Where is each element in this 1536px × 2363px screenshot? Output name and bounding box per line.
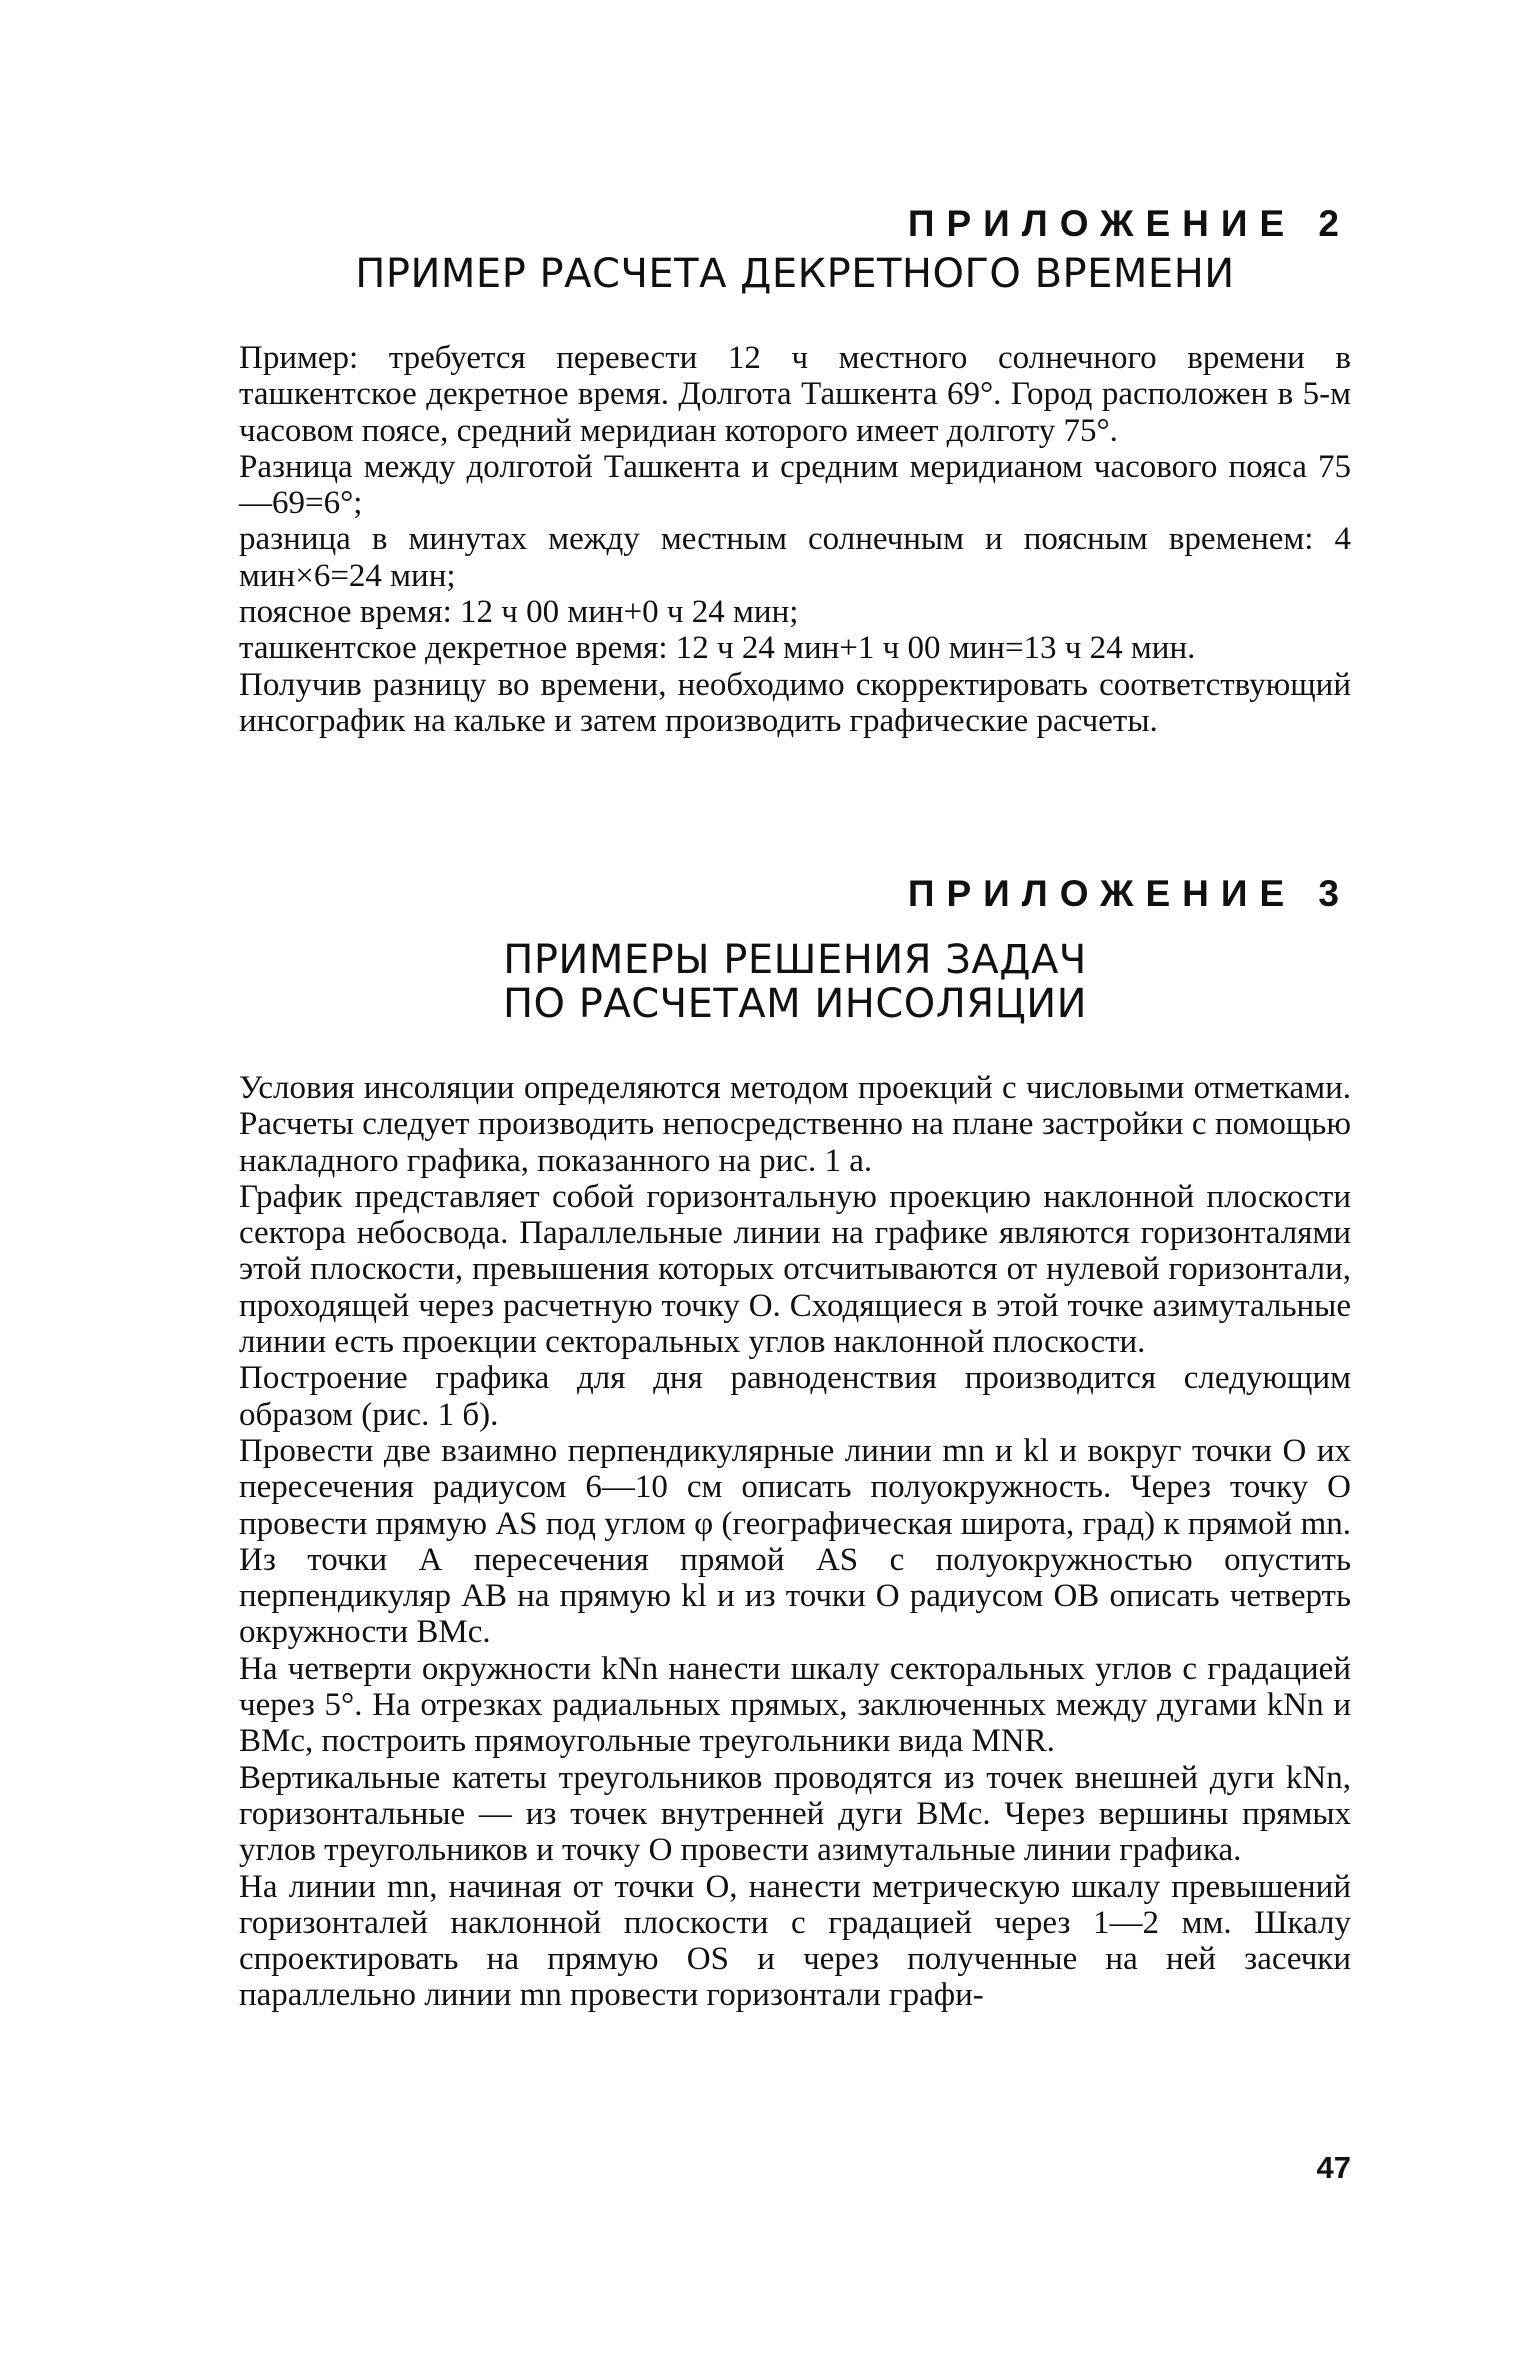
appendix-3-label: ПРИЛОЖЕНИЕ 3: [907, 873, 1351, 914]
paragraph: поясное время: 12 ч 00 мин+0 ч 24 мин;: [239, 594, 799, 631]
paragraph: Построение графика для дня равноденствия производится следующим образом (рис. 1 б).: [239, 1360, 1351, 1433]
paragraph: Получив разницу во времени, необходимо скорректировать соответствующий инсографик на кальке и затем производить графические расчеты.: [239, 666, 1351, 739]
appendix-2-title: ПРИМЕР РАСЧЕТА ДЕКРЕТНОГО ВРЕМЕНИ: [355, 251, 1235, 297]
appendix-2-body: [239, 340, 1351, 739]
appendix-3-title-line-2: ПО РАСЧЕТАМ ИНСОЛЯЦИИ: [502, 981, 1088, 1027]
paragraph: Вертикальные катеты треугольников проводятся из точек внешней дуги kNn, горизонтальные — из точек внутренней дуги ВМс. Через вершины прямых углов треугольников и точку О провести азимутальные линии графика.: [239, 1759, 1351, 1869]
paragraph: Провести две взаимно перпендикулярные линии mn и kl и вокруг точки О их пересечения радиусом 6—10 см описать полуокружность. Через точку О провести прямую AS под углом φ (географическая широта, град) к прямой mn. Из точки А пересечения прямой AS с полуокружностью опустить перпендикуляр АВ на прямую kl и из точки О радиусом ОВ описать четверть окружности ВМс.: [239, 1432, 1351, 1651]
paragraph: Пример: требуется перевести 12 ч местного солнечного времени в ташкентское декретное время. Долгота Ташкента 69°. Город расположен в 5-м часовом поясе, средний меридиан которого имеет долготу 75°.: [239, 340, 1351, 449]
paragraph: разница в минутах между местным солнечным и поясным временем: 4 мин×6=24 мин;: [239, 521, 1351, 594]
paragraph: График представляет собой горизонтальную проекцию наклонной плоскости сектора небосвода. Параллельные линии на графике являются горизонталями этой плоскости, превышения которых отсчитываются от нулевой горизонтали, проходящей через расчетную точку О. Сходящиеся в этой точке азимутальные линии есть проекции секторальных углов наклонной плоскости.: [239, 1178, 1351, 1361]
paragraph: ташкентское декретное время: 12 ч 24 мин+1 ч 00 мин=13 ч 24 мин.: [239, 630, 1196, 667]
paragraph: На линии mn, начиная от точки О, нанести метрическую шкалу превышений горизонталей наклонной плоскости с градацией через 1—2 мм. Шкалу спроектировать на прямую OS и через полученные на ней засечки параллельно линии mn провести горизонтали графи-: [239, 1868, 1351, 2014]
paragraph: Разница между долготой Ташкента и средним меридианом часового пояса 75—69=6°;: [239, 448, 1351, 522]
appendix-3-title-line-1: ПРИМЕРЫ РЕШЕНИЯ ЗАДАЧ: [503, 937, 1087, 983]
paragraph: На четверти окружности kNn нанести шкалу секторальных углов с градацией через 5°. На отрезках радиальных прямых, заключенных между дугами kNn и ВМс, построить прямоугольные треугольники вида MNR.: [239, 1650, 1351, 1760]
page-number: 47: [1316, 2150, 1351, 2185]
appendix-2-label: ПРИЛОЖЕНИЕ 2: [907, 203, 1351, 244]
appendix-3-body: [239, 1070, 1351, 2014]
paragraph: Условия инсоляции определяются методом проекций с числовыми отметками. Расчеты следует производить непосредственно на плане застройки с помощью накладного графика, показанного на рис. 1 а.: [239, 1070, 1351, 1179]
